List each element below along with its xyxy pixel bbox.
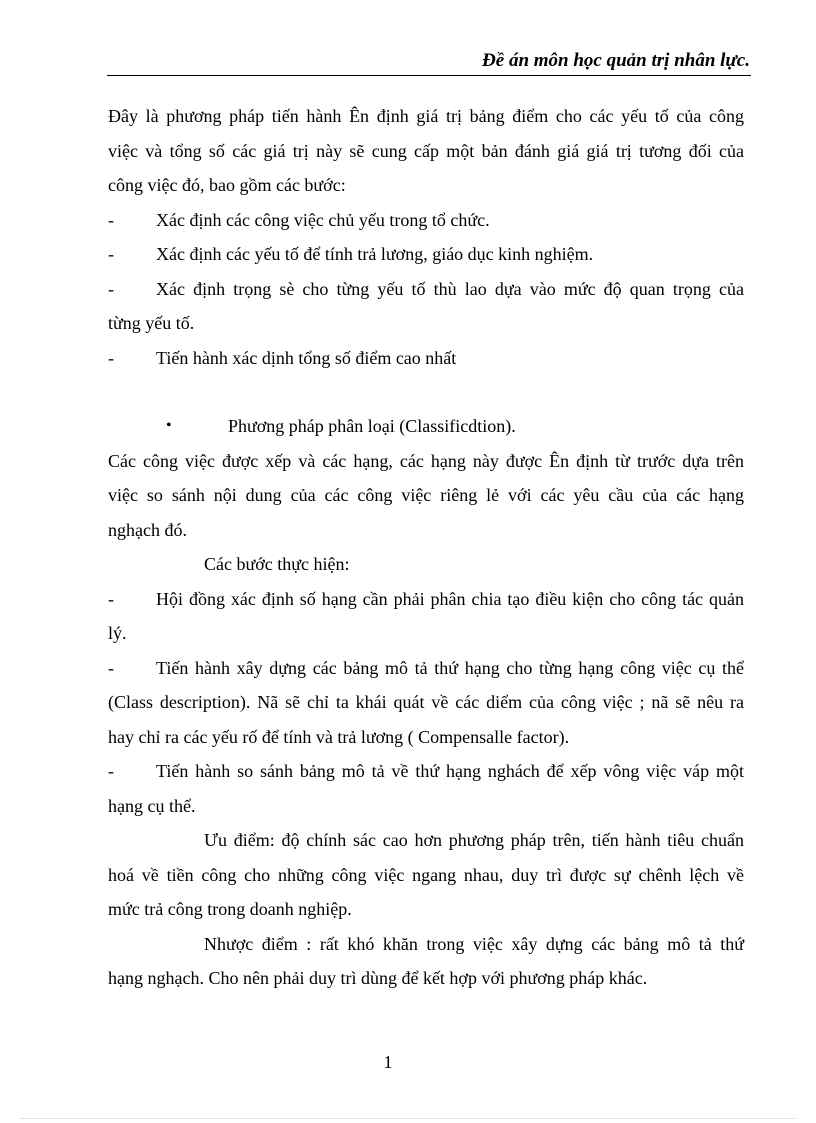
step-item	[108, 651, 744, 686]
description-line: việc so sánh nội dung của các công việc riêng lẻ với các yêu cầu của các hạng	[108, 485, 744, 505]
step-text-continuation: lý.	[108, 623, 127, 643]
description-line: nghạch đó.	[108, 519, 187, 540]
step-text: Tiến hành xác dịnh tổng số điểm cao nhất	[156, 347, 457, 368]
advantages-line: Ưu điểm: độ chính sác cao hơn phương pháp trên, tiến hành tiêu chuẩn	[204, 830, 744, 850]
page-number: 1	[383, 1052, 393, 1072]
step-text: Hội đồng xác định số hạng cần phải phân chia tạo điều kiện cho công tác quản	[156, 588, 744, 609]
description-line: Các công việc được xếp và các hạng, các hạng này được Ên định từ trước dựa trên	[108, 450, 744, 471]
intro-line: Đây là phương pháp tiến hành Ên định giá trị bảng điểm cho các yếu tố của công	[108, 106, 744, 126]
step-text-continuation: hay chỉ ra các yếu rố để tính và trả lương ( Compensalle factor).	[108, 726, 570, 747]
step-text: Xác định các công việc chủ yếu trong tổ chức.	[156, 209, 490, 230]
step-item	[108, 237, 744, 272]
document-header-title: Đề án môn học quản trị nhân lực.	[482, 50, 750, 71]
dash-marker: -	[108, 657, 114, 678]
step-item	[108, 754, 744, 789]
step-text-continuation: (Class description). Nã sẽ chỉ ta khái quát về các diểm của công việc ; nã sẽ nêu ra	[108, 692, 744, 712]
step-text-continuation: từng yếu tố.	[108, 313, 195, 333]
advantages-line: hoá về tiền công cho những công việc ngang nhau, duy trì được sự chênh lệch về	[108, 864, 744, 885]
step-text: Tiến hành xây dựng các bảng mô tả thứ hạng cho từng hạng công việc cụ thể	[156, 657, 744, 678]
step-text: Xác định các yếu tố để tính trả lương, giáo dục kinh nghiệm.	[156, 244, 594, 264]
section-heading	[108, 409, 744, 444]
dash-marker: -	[108, 347, 114, 368]
section-heading-text: Phương pháp phân loại (Classificdtion).	[228, 416, 516, 436]
dash-marker: -	[108, 244, 114, 264]
document-body	[108, 99, 744, 996]
bullet-icon: •	[166, 417, 172, 434]
step-item	[108, 341, 744, 376]
dash-marker: -	[108, 278, 114, 299]
advantages-line: mức trả công trong doanh nghiệp.	[108, 899, 352, 919]
spacer	[108, 375, 744, 409]
disadvantages-line: Nhược điểm : rất khó khăn trong việc xây dựng các bảng mô tả thứ	[204, 933, 744, 954]
page-bottom-border	[20, 1118, 796, 1119]
step-text-continuation: hạng cụ thể.	[108, 795, 196, 816]
intro-line: công việc đó, bao gồm các bước:	[108, 175, 346, 195]
intro-line: việc và tổng số các giá trị này sẽ cung cấp một bản đánh giá giá trị tương đối của	[108, 140, 744, 161]
step-item	[108, 203, 744, 238]
header-divider	[107, 75, 751, 76]
disadvantages-line: hạng nghạch. Cho nên phải duy trì dùng để kết hợp với phương pháp khác.	[108, 968, 648, 988]
step-text: Xác định trọng sè cho từng yếu tố thù lao dựa vào mức độ quan trọng của	[156, 278, 744, 299]
step-item	[108, 272, 744, 307]
steps-title: Các bước thực hiện:	[204, 554, 350, 574]
dash-marker: -	[108, 588, 114, 609]
dash-marker: -	[108, 761, 114, 781]
dash-marker: -	[108, 209, 114, 230]
step-item	[108, 582, 744, 617]
step-text: Tiến hành so sánh bảng mô tả về thứ hạng nghách để xếp vông việc váp một	[156, 761, 744, 781]
